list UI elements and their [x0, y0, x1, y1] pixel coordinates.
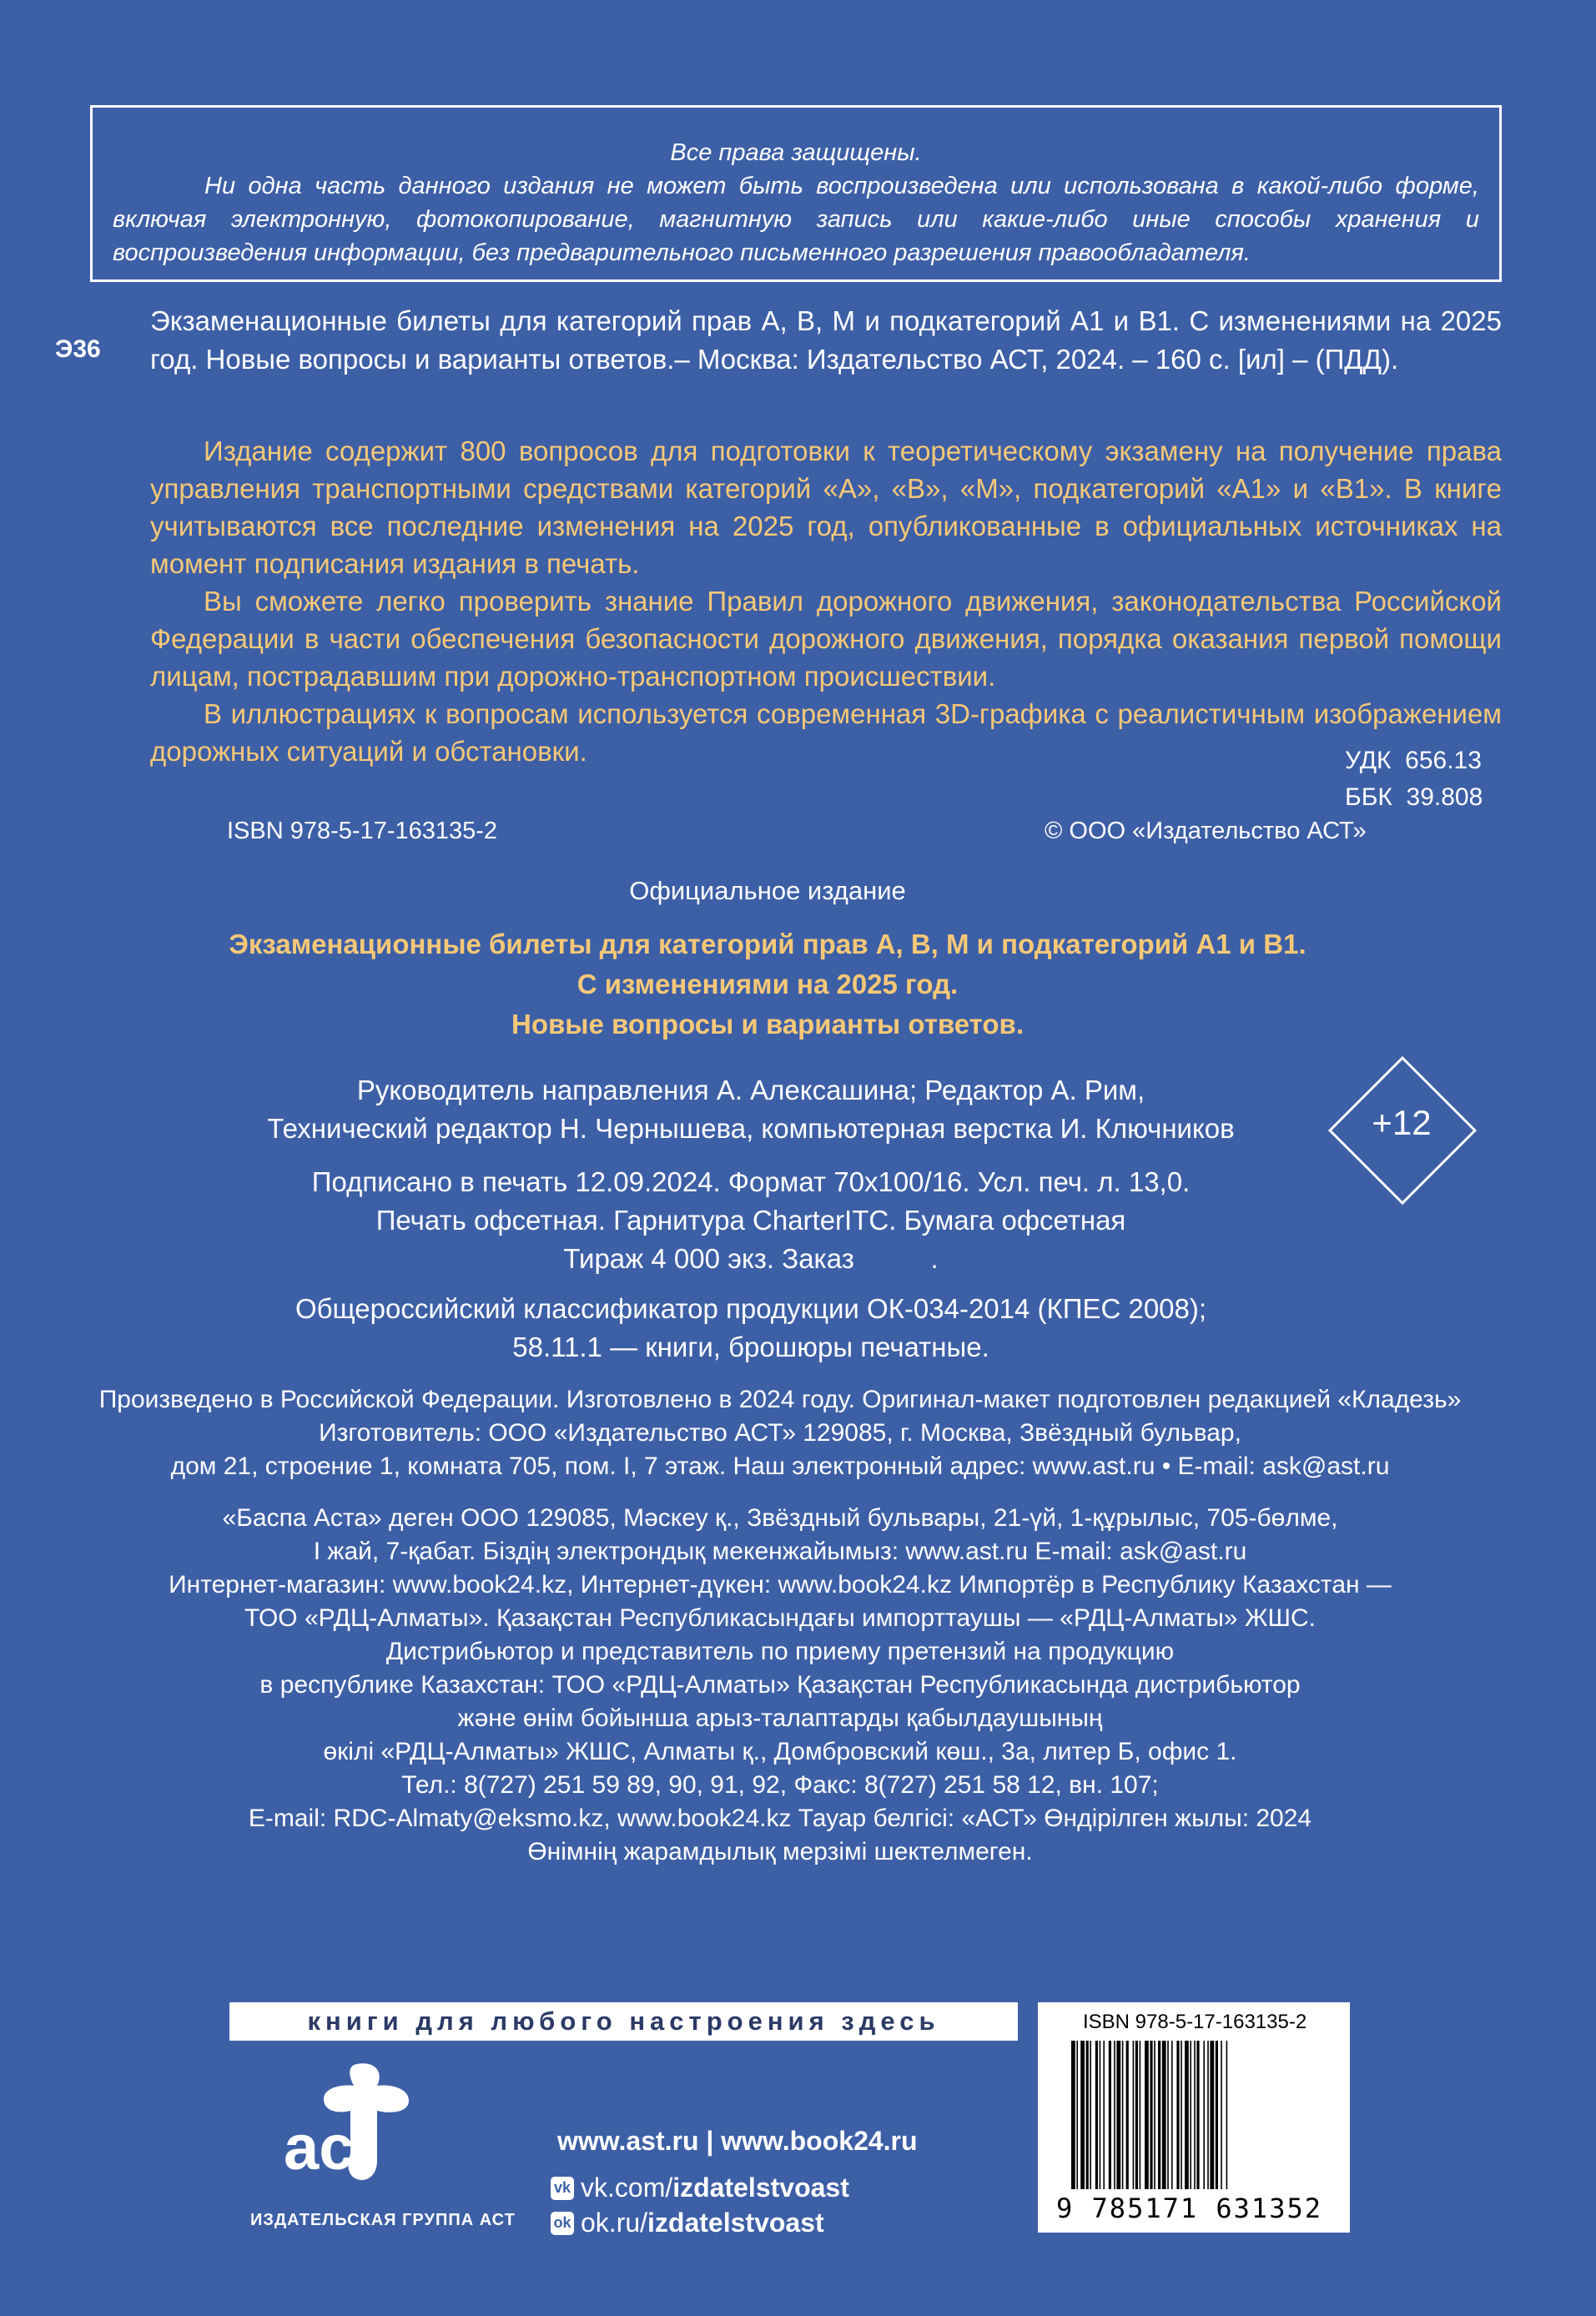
kazakh-line: E-mail: RDC-Almaty@eksmo.kz, www.book24.kz Тауар белгісі: «АСТ» Өндірілген жылы: 2024	[248, 1805, 1312, 1832]
social-handle: izdatelstvoast	[647, 2208, 824, 2238]
udk-code: УДК 656.13	[1345, 747, 1482, 774]
kazakh-line: және өнім бойынша арыз-талаптарды қабылдаушының	[457, 1704, 1103, 1732]
print-info	[184, 1163, 1318, 1278]
book-title-line: Экзаменационные билеты для категорий прав А, В, М и подкатегорий А1 и В1.	[229, 929, 1307, 959]
copyright: © ООО «Издательство АСТ»	[1045, 818, 1367, 844]
kazakh-line: ТОО «РДЦ-Алматы». Қазақстан Республикасындағы импорттаушы — «РДЦ-Алматы» ЖШС.	[244, 1604, 1317, 1632]
social-link-ok[interactable]	[551, 2208, 824, 2238]
social-prefix: ok.ru/	[581, 2208, 648, 2238]
kazakh-line: Тел.: 8(727) 251 59 89, 90, 91, 92, Факс: 8(727) 251 58 12, вн. 107;	[401, 1771, 1159, 1799]
book-title-line: Новые вопросы и варианты ответов.	[511, 1009, 1024, 1040]
logo-caption: ИЗДАТЕЛЬСКАЯ ГРУППА АСТ	[250, 2211, 516, 2229]
print-info-line: Печать офсетная. Гарнитура CharterITC. Бумага офсетная	[375, 1205, 1126, 1236]
staff-credits	[184, 1071, 1318, 1148]
ok-icon: ok	[551, 2212, 574, 2235]
production-line: Изготовитель: ООО «Издательство АСТ» 129085, г. Москва, Звёздный бульвар,	[319, 1419, 1241, 1447]
slogan-banner: книги для любого настроения здесь	[229, 2002, 1018, 2041]
print-info-line: Подписано в печать 12.09.2024. Формат 70x100/16. Усл. печ. л. 13,0.	[311, 1166, 1191, 1197]
rights-box	[90, 105, 1502, 282]
age-rating: +12	[1372, 1103, 1432, 1142]
production-line: дом 21, строение 1, комната 705, пом. I, 7 этаж. Наш электронный адрес: www.ast.ru • E-mail: ask@ast.ru	[170, 1453, 1390, 1480]
print-info-line: Тираж 4 000 экз. Заказ .	[563, 1243, 939, 1274]
annotation	[150, 432, 1502, 770]
svg-text:ас: ас	[284, 2112, 355, 2183]
annotation-paragraph: В иллюстрациях к вопросам используется современная 3D-графика с реалистичным изображением дорожных ситуаций и обстановки.	[150, 698, 1502, 767]
production-info	[33, 1383, 1527, 1483]
classification-codes	[1345, 743, 1483, 816]
bibliographic-record: Экзаменационные билеты для категорий прав А, В, М и подкатегорий А1 и В1. С изменениями на 2025 год. Новые вопросы и варианты ответов.– Москва: Издательство АСТ, 2024. – 160 с. [ил] – (ПДД).	[150, 305, 1502, 375]
book-title-line: С изменениями на 2025 год.	[576, 969, 959, 999]
kazakh-line: Дистрибьютор и представитель по приему претензий на продукцию	[385, 1638, 1175, 1665]
staff-line: Руководитель направления А. Алексашина; Редактор А. Рим,	[356, 1075, 1145, 1105]
site-links[interactable]: www.ast.ru | www.book24.ru	[557, 2126, 918, 2156]
vk-icon: vk	[551, 2177, 574, 2200]
annotation-paragraph: Вы сможете легко проверить знание Правил дорожного движения, законодательства Российской Федерации в части обеспечения безопасности дорожного движения, порядка оказания первой помощи лицам, пострадавшим при дорожно-транспортном происшествии.	[150, 586, 1502, 692]
rights-body: Ни одна часть данного издания не может быть воспроизведена или использована в какой-либо форме, включая электронную, фотокопирование, магнитную запись или какие-либо иные способы хранения и воспроизведения информации, без предварительного письменного разрешения правообладателя.	[113, 173, 1479, 266]
isbn: ISBN 978-5-17-163135-2	[227, 818, 498, 844]
classifier-line: 58.11.1 — книги, брошюры печатные.	[512, 1332, 989, 1362]
ast-logo-icon	[284, 2061, 417, 2186]
kazakh-line: өкілі «РДЦ-Алматы» ЖШС, Алматы қ., Домбровский көш., 3а, литер Б, офис 1.	[323, 1738, 1237, 1765]
barcode-icon	[1071, 2041, 1318, 2189]
bbk-code: ББК 39.808	[1345, 783, 1483, 811]
kazakh-line: в республике Казахстан: ТОО «РДЦ-Алматы» Қазақстан Республикасында дистрибьютор	[259, 1671, 1301, 1699]
kazakh-line: I жай, 7-қабат. Біздің электрондық мекенжайымыз: www.ast.ru E-mail: ask@ast.ru	[313, 1538, 1247, 1565]
author-code: Э36	[55, 335, 101, 363]
barcode-isbn: ISBN 978-5-17-163135-2	[1083, 2011, 1307, 2033]
kazakh-line: Өнімнің жарамдылық мерзімі шектелмеген.	[527, 1838, 1033, 1865]
kazakh-info	[33, 1502, 1527, 1869]
rights-title: Все права защищены.	[670, 139, 922, 166]
book-title	[0, 924, 1535, 1045]
classifier-line: Общероссийский классификатор продукции ОК-034-2014 (КПЕС 2008);	[295, 1293, 1207, 1324]
social-link-vk[interactable]	[551, 2173, 849, 2203]
social-handle: izdatelstvoast	[672, 2173, 849, 2203]
barcode-digits: 9 785171 631352	[1056, 2193, 1322, 2224]
product-classifier	[184, 1290, 1318, 1367]
barcode-box	[1038, 2002, 1350, 2233]
annotation-paragraph: Издание содержит 800 вопросов для подготовки к теоретическому экзамену на получение права управления транспортными средствами категорий «А», «В», «М», подкатегорий «А1» и «В1». В книге учитываются все последние изменения на 2025 год, опубликованные в официальных источниках на момент подписания издания в печать.	[150, 436, 1502, 579]
official-edition: Официальное издание	[629, 876, 906, 905]
kazakh-line: Интернет-магазин: www.book24.kz, Интернет-дүкен: www.book24.kz Импортёр в Республику Казахстан —	[169, 1571, 1392, 1599]
kazakh-line: «Баспа Аста» деген ООО 129085, Мәскеу қ., Звёздный бульвары, 21-үй, 1-құрылыс, 705-бөлме,	[222, 1504, 1338, 1532]
production-line: Произведено в Российской Федерации. Изготовлено в 2024 году. Оригинал-макет подготовлен редакцией «Кладезь»	[98, 1386, 1462, 1413]
social-prefix: vk.com/	[581, 2173, 673, 2203]
staff-line: Технический редактор Н. Чернышева, компьютерная верстка И. Ключников	[267, 1113, 1235, 1144]
